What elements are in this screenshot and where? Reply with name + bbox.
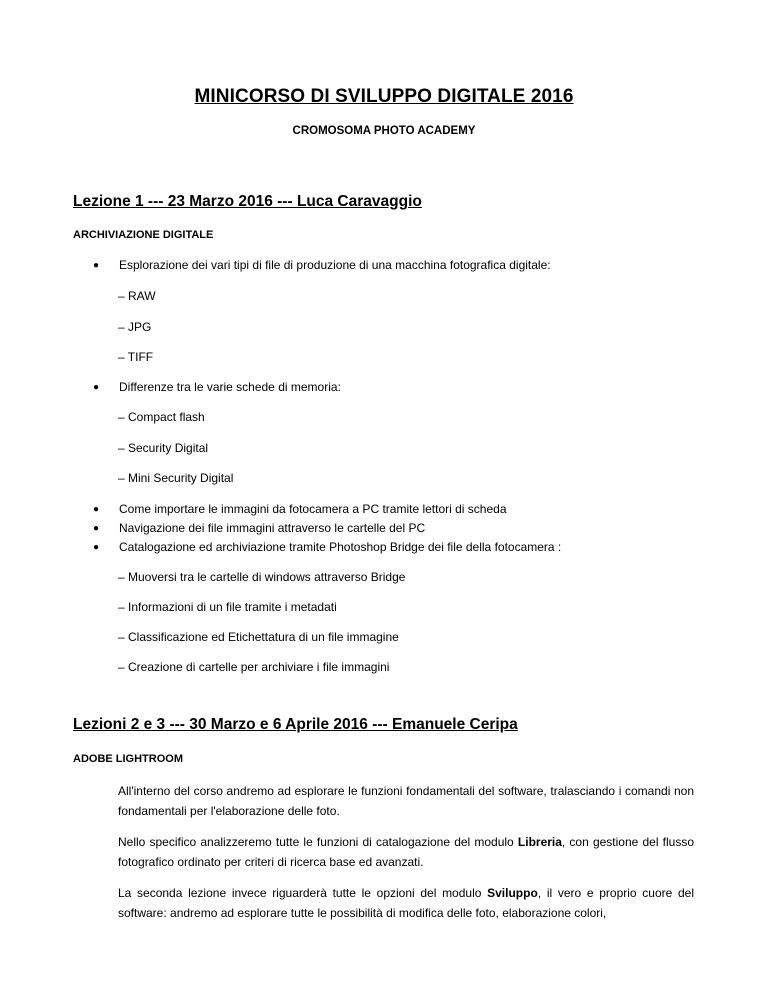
paragraph-text: La seconda lezione invece riguarderà tutte le opzioni del modulo (118, 886, 488, 900)
paragraph (118, 832, 694, 872)
list-item-text: Navigazione dei file immagini attraverso le cartelle del PC (119, 521, 426, 535)
sub-list-item: – RAW (118, 289, 156, 303)
list-item (93, 258, 551, 272)
paragraph-text: , con gestione del flusso fotografico ordinato per criteri di ricerca base ed avanzati. (118, 835, 695, 869)
sub-list-item: – Classificazione ed Etichettatura di un file immagine (118, 630, 399, 644)
list-item (93, 521, 425, 535)
lesson-2-section-title: ADOBE LIGHTROOM (73, 753, 183, 765)
module-name-libreria: Libreria (517, 835, 562, 849)
sub-list-item: – Compact flash (118, 410, 205, 424)
list-item (93, 502, 507, 516)
sub-list-item: – Informazioni di un file tramite i metadati (118, 600, 337, 614)
sub-list-item: – TIFF (118, 350, 154, 364)
sub-list-item: – JPG (118, 320, 152, 334)
list-item-text: Catalogazione ed archiviazione tramite Photoshop Bridge dei file della fotocamera : (119, 540, 562, 554)
sub-list-item: – Muoversi tra le cartelle di windows attraverso Bridge (118, 570, 406, 584)
bullet-icon: ● (93, 523, 100, 534)
bullet-icon: ● (93, 260, 100, 271)
paragraph-text: Nello specifico analizzeremo tutte le funzioni di catalogazione del modulo (118, 835, 518, 849)
lesson-1-heading: Lezione 1 --- 23 Marzo 2016 --- Luca Caravaggio (73, 193, 422, 210)
list-item (93, 540, 561, 554)
sub-list-item: – Mini Security Digital (118, 471, 234, 485)
paragraph: All'interno del corso andremo ad esplorare le funzioni fondamentali del software, tralasciando i comandi non fondamentali per l'elaborazione delle foto. (118, 784, 694, 818)
bullet-icon: ● (93, 382, 100, 393)
bullet-icon: ● (93, 542, 100, 553)
lesson-2-heading: Lezioni 2 e 3 --- 30 Marzo e 6 Aprile 2016 --- Emanuele Ceripa (73, 716, 518, 733)
sub-list-item: – Security Digital (118, 441, 209, 455)
list-item (93, 380, 341, 394)
document-title: MINICORSO DI SVILUPPO DIGITALE 2016 (194, 86, 574, 107)
document-subtitle: CROMOSOMA PHOTO ACADEMY (292, 125, 476, 137)
lesson-1-section-title: ARCHIVIAZIONE DIGITALE (73, 229, 214, 241)
list-item-text: Differenze tra le varie schede di memoria: (119, 380, 341, 394)
bullet-icon: ● (93, 504, 100, 515)
module-name-sviluppo: Sviluppo (487, 886, 538, 900)
paragraph (118, 883, 694, 923)
paragraph-text: , il vero e proprio cuore del software: andremo ad esplorare tutte le possibilità di modifica delle foto, elaborazione colori, (118, 886, 695, 920)
list-item-text: Esplorazione dei vari tipi di file di produzione di una macchina fotografica digitale: (119, 258, 551, 272)
list-item-text: Come importare le immagini da fotocamera a PC tramite lettori di scheda (119, 502, 507, 516)
sub-list-item: – Creazione di cartelle per archiviare i file immagini (118, 660, 390, 674)
